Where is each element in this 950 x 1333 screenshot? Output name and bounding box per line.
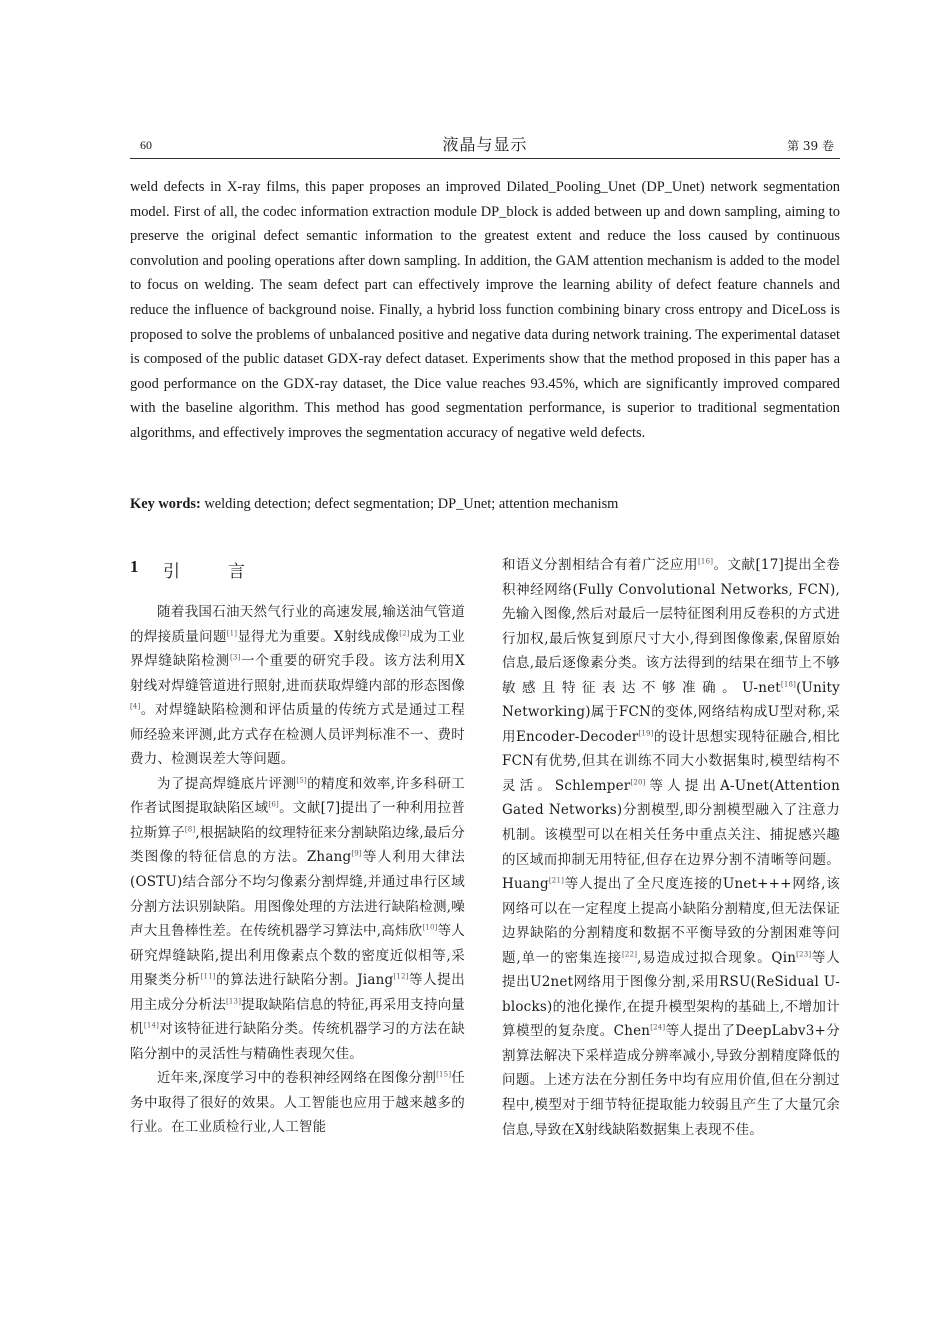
paragraph-text: 任务中取得了很好的效果。人工智能也应用于越来越多的行业。在工业质检行业,人工智能 [130, 1070, 465, 1136]
citation-ref: [1] [226, 629, 238, 638]
citation-ref: [15] [436, 1070, 452, 1079]
paragraph-text: 的设计思想实现特征融合,相比FCN有优势,但其在训练不同大小数据集时,模型结构不灵活。Schlemper [502, 728, 841, 794]
body-paragraph [130, 600, 465, 772]
citation-ref: [21] [548, 876, 565, 885]
paragraph-text: 等人提出了全尺度连接的Unet+++网络,该网络可以在一定程度上提高小缺陷分割精度,但无法保证边界缺陷的分割精度和数据不平衡导致的分割困难等问题,单一的密集连接 [502, 876, 840, 966]
citation-ref: [4] [130, 702, 141, 711]
volume-label: 第 39 卷 [787, 139, 834, 153]
page-number: 60 [140, 138, 152, 152]
paragraph-text: 等人提出A-Unet(Attention Gated Networks)分割模型,即分割模型融入了注意力机制。该模型可以在相关任务中重点关注、捕捉感兴趣的区域而抑制无用特征,但存在边界分割不清晰等问题。Huang [502, 777, 840, 893]
paragraph-text: 和语义分割相结合有着广泛应用 [502, 557, 698, 573]
citation-ref: [6] [268, 800, 279, 809]
citation-ref: [3] [229, 653, 241, 662]
citation-ref: [18] [780, 680, 797, 689]
left-column [130, 600, 465, 1140]
citation-ref: [12] [393, 972, 409, 981]
keywords-label: Key words: [130, 496, 201, 512]
journal-title: 液晶与显示 [442, 135, 528, 154]
paragraph-text: 等人提出U2net网络用于图像分割,采用RSU(ReSidual U-blocks)的池化操作,在提升模型架构的基础上,不增加计算模型的复杂度。Chen [502, 949, 840, 1040]
section-title: 引言 [163, 562, 293, 582]
paragraph-text: 显得尤为重要。X射线成像 [237, 628, 400, 645]
citation-ref: [14] [143, 1021, 160, 1030]
citation-ref: [24] [650, 1023, 666, 1032]
paragraph-text: 的精度和效率,许多科研工作者试图提取缺陷区域 [130, 775, 465, 817]
paragraph-text: 近年来,深度学习中的卷积神经网络在图像分割 [157, 1070, 437, 1087]
citation-ref: [9] [351, 849, 362, 858]
citation-ref: [5] [296, 776, 307, 785]
paragraph-text: ,易造成过拟合现象。Qin [637, 949, 797, 966]
citation-ref: [8] [184, 825, 196, 834]
citation-ref: [2] [399, 629, 410, 638]
paragraph-text: 提取缺陷信息的特征,再采用支持向量机 [130, 996, 465, 1038]
english-abstract: weld defects in X-ray films, this paper proposes an improved Dilated_Pooling_Unet (DP_Unet) network segmentation model. First of all, the codec information extraction module DP_block is added between up and down sampling, aiming to preserve the original defect semantic information to the greatest extent and reduce the loss caused by continuous convolution and pooling operations after down sampling. In addition, the GAM attention mechanism is added to the model to focus on welding. The seam defect part can effectively improve the learning ability of defect feature channels and reduce the influence of background noise. Finally, a hybrid loss function combining binary cross entropy and DiceLoss is proposed to solve the problems of unbalanced positive and negative data during network training. The experimental dataset is composed of the public dataset GDX-ray defect dataset. Experiments show that the method proposed in this paper has a good performance on the GDX-ray dataset, the Dice value reaches 93.45%, which are significantly improved compared with the baseline algorithm. This method has good segmentation performance, is superior to traditional segmentation algorithms, and effectively improves the segmentation accuracy of negative weld defects. [130, 179, 840, 441]
citation-ref: [13] [225, 997, 242, 1006]
section-number: 1 [130, 557, 139, 576]
body-paragraph [130, 1066, 465, 1140]
citation-ref: [20] [630, 778, 646, 787]
citation-ref: [22] [621, 950, 638, 959]
paragraph-text: 成为工业界焊缝缺陷检测 [130, 628, 465, 670]
paragraph-text: 等人提出了DeepLabv3+分割算法解决下采样造成分辨率减小,导致分割精度降低的问题。上述方法在分割任务中均有应用价值,但在分割过程中,模型对于细节特征提取能力较弱且产生了大量冗余信息,导致在X射线缺陷数据集上表现不佳。 [502, 1023, 841, 1138]
paragraph-text: 为了提高焊缝底片评测 [157, 775, 297, 792]
paragraph-text: 。文献[7]提出了一种利用拉普拉斯算子 [130, 800, 466, 841]
citation-ref: [16] [698, 557, 714, 566]
paragraph-text: 等人提出用主成分分析法 [130, 972, 465, 1013]
keywords [130, 494, 840, 514]
paragraph-text: (Unity Networking)属于FCN的变体,网络结构成U型对称,采用Encoder-Decoder [502, 679, 840, 745]
citation-ref: [10] [422, 923, 438, 932]
body-paragraph [130, 772, 465, 1067]
body-paragraph [502, 553, 840, 1142]
running-header [130, 130, 840, 159]
paragraph-text: 等人研究焊缝缺陷,提出利用像素点个数的密度近似相等,采用聚类分析 [130, 923, 465, 989]
paragraph-text: ,根据缺陷的纹理特征来分割缺陷边缘,最后分类图像的特征信息的方法。Zhang [130, 824, 465, 866]
paragraph-text: 等人利用大律法(OSTU)结合部分不均匀像素分割焊缝,并通过串行区域分割方法识别缺陷。用图像处理的方法进行缺陷检测,噪声大且鲁棒性差。在传统机器学习算法中,高炜欣 [130, 849, 466, 940]
paragraph-text: 对该特征进行缺陷分类。传统机器学习的方法在缺陷分割中的灵活性与精确性表现欠佳。 [130, 1021, 465, 1062]
citation-ref: [11] [200, 972, 216, 981]
paragraph-text: 一个重要的研究手段。该方法利用X射线对焊缝管道进行照射,进而获取焊缝内部的形态图像 [130, 653, 465, 694]
paragraph-text: 。文献[17]提出全卷积神经网络(Fully Convolutional Networks, FCN),先输入图像,然后对最后一层特征图利用反卷积的方式进行加权,最后恢复到原尺寸大小,得到图像像素,保留原始信息,最后逐像素分类。该方法得到的结果在细节上不够敏感且特征表达不够准确。U-net [502, 557, 840, 696]
paragraph-text: 。对焊缝缺陷检测和评估质量的传统方式是通过工程师经验来评测,此方式存在检测人员评判标准不一、费时费力、检测误差大等问题。 [130, 702, 465, 768]
keywords-text: welding detection; defect segmentation; DP_Unet; attention mechanism [200, 496, 619, 512]
paragraph-text: 随着我国石油天然气行业的高速发展,输送油气管道的焊接质量问题 [130, 604, 465, 645]
right-column [502, 553, 840, 1142]
citation-ref: [19] [638, 729, 654, 738]
citation-ref: [23] [796, 950, 812, 959]
section-heading [130, 557, 465, 583]
paragraph-text: 的算法进行缺陷分割。Jiang [215, 972, 394, 989]
